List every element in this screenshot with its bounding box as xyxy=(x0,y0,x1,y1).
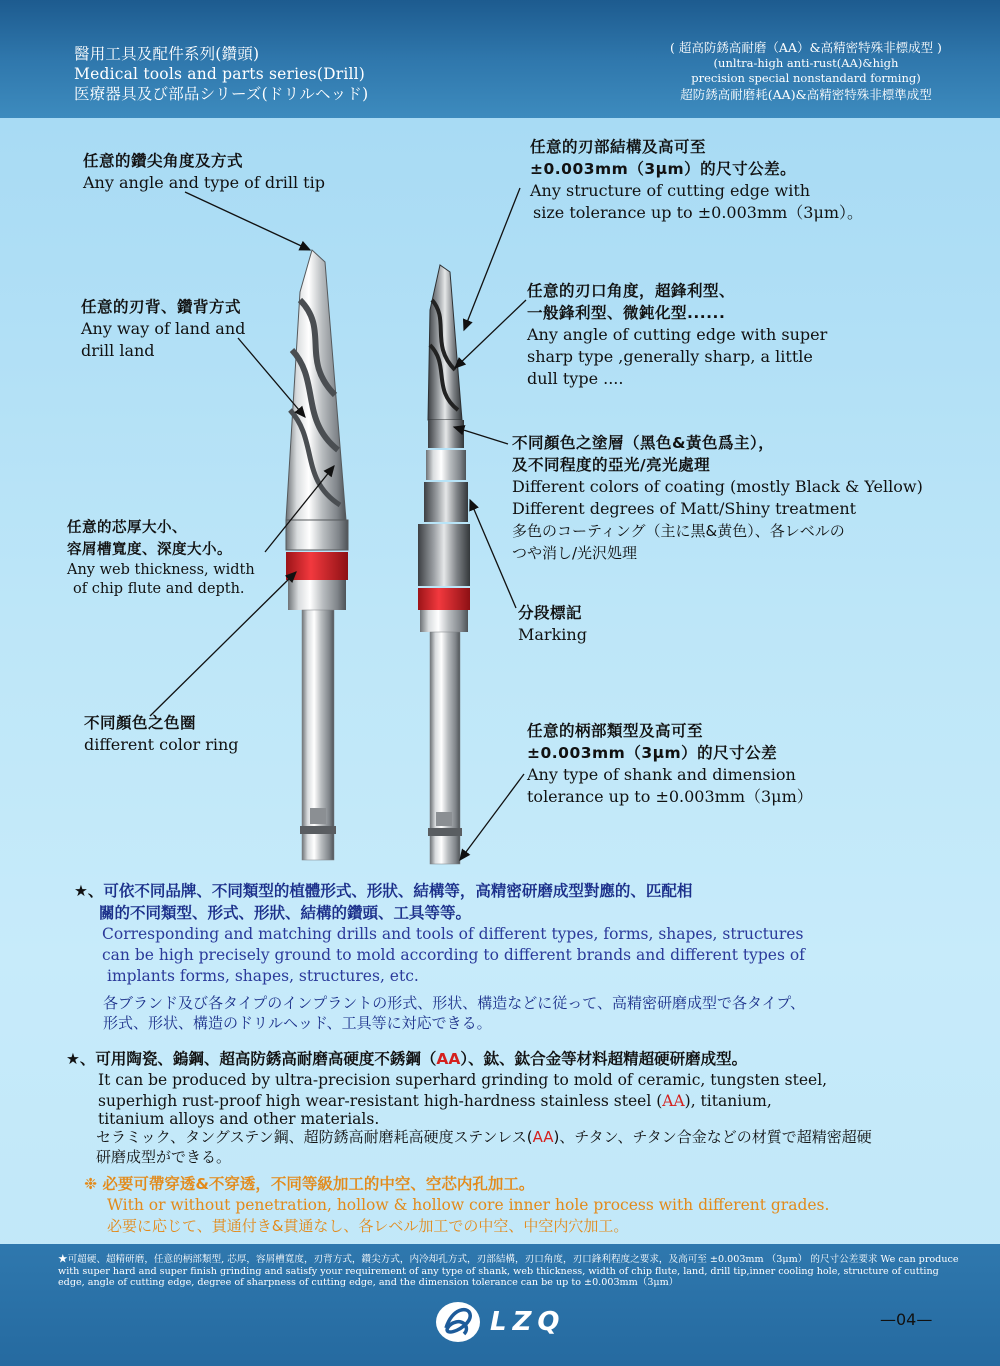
bullet-1-zh-1: 可依不同品牌、不同類型的植體形式、形狀、結構等，高精密研磨成型對應的、匹配相 xyxy=(103,882,693,900)
label-web-zh-1: 任意的芯厚大小、 xyxy=(67,520,187,536)
bullet-1-jp-1: 各ブランド及び各タイプのインプラントの形式、形状、構造などに従って、高精密研磨成型で各タイプ、 xyxy=(103,994,806,1012)
bullet-implant-matching xyxy=(74,880,954,1033)
bullet-materials xyxy=(66,1048,976,1167)
bullet-2-jp-2: 研磨成型ができる。 xyxy=(96,1148,232,1166)
bullet-2-zh-a: 可用陶瓷、鎢鋼、超高防銹高耐磨高硬度不銹鋼（ xyxy=(95,1050,437,1068)
label-coating-en-2: Different degrees of Matt/Shiny treatment xyxy=(512,499,857,518)
bullet-2-jp-1a: セラミック、タングステン鋼、超防銹高耐磨耗高硬度ステンレス( xyxy=(96,1128,533,1146)
right-drill xyxy=(418,265,470,864)
logo-wordmark: LZQ xyxy=(490,1307,566,1337)
label-land-zh: 任意的刃背、鑽背方式 xyxy=(81,298,242,316)
lzq-emblem-icon xyxy=(434,1298,484,1346)
label-drill-tip-zh: 任意的鑽尖角度及方式 xyxy=(83,152,244,170)
bullet-star: ★、 xyxy=(74,882,104,900)
label-cutting-structure-zh-1: 任意的刃部結構及高可至 xyxy=(530,138,707,156)
bullet-3-jp: 必要に応じて、貫通付き&貫通なし、各レベル加工での中空、中空内穴加工。 xyxy=(107,1217,629,1235)
bullet-2-en-3: titanium alloys and other materials. xyxy=(98,1110,380,1128)
bullet-2-jp-1b: )、チタン、チタン合金などの材質で超精密超硬 xyxy=(553,1128,872,1146)
label-coating xyxy=(512,432,923,564)
label-cutting-angle-en-1: Any angle of cutting edge with super xyxy=(527,325,828,344)
bullet-3-en: With or without penetration, hollow & hollow core inner hole process with different grades. xyxy=(107,1196,830,1214)
grade-note-line-4: 超防銹高耐磨耗(AA)&高精密特殊非標準成型 xyxy=(680,86,932,102)
label-marking xyxy=(518,602,587,646)
label-cutting-structure-en-2: size tolerance up to ±0.003mm（3μm）。 xyxy=(533,203,864,222)
label-color-ring xyxy=(84,712,239,756)
bullet-star: ★、 xyxy=(66,1050,96,1068)
label-marking-zh: 分段標記 xyxy=(518,604,583,622)
footer-band xyxy=(0,1244,1000,1366)
label-shank-en-2: tolerance up to ±0.003mm（3μm） xyxy=(527,787,813,806)
label-shank-zh-1: 任意的柄部類型及高可至 xyxy=(527,722,704,740)
label-cutting-structure-zh-2: ±0.003mm（3μm）的尺寸公差。 xyxy=(530,160,797,178)
series-title-en: Medical tools and parts series(Drill) xyxy=(74,65,366,83)
label-land-en-2: drill land xyxy=(81,341,155,360)
series-title-zh: 醫用工具及配件系列(鑽頭) xyxy=(74,45,260,63)
bullet-2-en-2b: ), titanium, xyxy=(684,1092,772,1110)
series-title-jp: 医療器具及び部品シリーズ(ドリルヘッド) xyxy=(74,85,369,103)
bullet-2-en-2a: superhigh rust-proof high wear-resistant high-hardness stainless steel ( xyxy=(98,1092,663,1110)
bullet-3-zh: ❉ 必要可帶穿透&不穿透，不同等級加工的中空、空芯内孔加工。 xyxy=(84,1175,535,1193)
footer-capabilities-text: ★可超硬、超精研磨，任意的柄部類型, 芯厚，容屑槽寬度，刃背方式，鑽尖方式，内冷却孔方式，刃部結構，刃口角度，刃口鋒利程度之要求，及高可至 ±0.003mm （3μm） 的尺寸公差要求 We can produce with super hard and super finish grinding and satisfy your requirement of any type of shank, web thickness, width of chip flute, land, drill tip,inner cooling hole, structure of cutting edge, angle of cutting edge, degree of sharpness of cutting edge, and the dimension tolerance can be up to ±0.003mm（3μm） xyxy=(58,1254,959,1288)
label-coating-zh-2: 及不同程度的亞光/亮光處理 xyxy=(512,456,711,474)
label-land xyxy=(81,296,245,362)
label-cutting-structure xyxy=(530,136,863,224)
bullet-1-zh-2: 關的不同類型、形式、形狀、結構的鑽頭、工具等等。 xyxy=(99,904,472,922)
label-drill-tip xyxy=(83,150,325,194)
label-shank-zh-2: ±0.003mm（3μm）的尺寸公差 xyxy=(527,744,778,762)
label-land-en-1: Any way of land and xyxy=(81,319,246,338)
grade-note-line-2: (unltra-high anti-rust(AA)&high xyxy=(713,55,899,70)
label-marking-en: Marking xyxy=(518,625,587,644)
aa-grade-mark: AA xyxy=(662,1092,685,1110)
aa-grade-mark: AA xyxy=(532,1128,554,1146)
label-cutting-angle-en-3: dull type .... xyxy=(527,369,624,388)
bullet-1-jp-2: 形式、形状、構造のドリルヘッド、工具等に対応できる。 xyxy=(103,1014,492,1032)
label-drill-tip-en: Any angle and type of drill tip xyxy=(83,173,325,192)
left-drill xyxy=(286,250,348,860)
grade-note-line-1: ( 超高防銹高耐磨（AA）&高精密特殊非標成型 ) xyxy=(670,40,942,55)
label-cutting-angle-en-2: sharp type ,generally sharp, a little xyxy=(527,347,813,366)
label-web-thickness xyxy=(67,517,255,599)
aa-grade-mark: AA xyxy=(436,1050,461,1068)
label-web-en-1: Any web thickness, width xyxy=(67,562,255,578)
grade-note-line-3: precision special nonstandard forming) xyxy=(691,71,921,85)
label-color-ring-zh: 不同顏色之色圈 xyxy=(84,714,197,732)
label-cutting-angle xyxy=(527,280,827,390)
label-cutting-angle-zh-2: 一般鋒利型、微鈍化型...... xyxy=(527,304,726,322)
label-shank-en-1: Any type of shank and dimension xyxy=(527,765,796,784)
bullet-1-en-2: can be high precisely ground to mold according to different brands and different types of xyxy=(102,946,805,964)
label-coating-zh-1: 不同顏色之塗層（黑色&黃色爲主）， xyxy=(512,434,775,452)
page-number: —04— xyxy=(880,1310,933,1329)
bullet-1-en-1: Corresponding and matching drills and tools of different types, forms, shapes, structures xyxy=(102,925,804,943)
label-shank xyxy=(527,720,813,808)
label-coating-jp-1: 多色のコーティング（主に黒&黄色）、各レベルの xyxy=(512,522,845,540)
bullet-2-en-1: It can be produced by ultra-precision superhard grinding to mold of ceramic, tungsten steel, xyxy=(98,1071,828,1089)
label-web-zh-2: 容屑槽寬度、深度大小。 xyxy=(67,542,232,558)
label-color-ring-en: different color ring xyxy=(84,735,239,754)
bullet-hollow-process xyxy=(84,1173,984,1236)
label-coating-jp-2: つや消し/光沢処理 xyxy=(512,544,638,562)
label-web-en-2: of chip flute and depth. xyxy=(73,581,245,597)
label-coating-en-1: Different colors of coating (mostly Black & Yellow) xyxy=(512,477,923,496)
label-cutting-structure-en-1: Any structure of cutting edge with xyxy=(530,181,811,200)
bullet-2-zh-b: ）、鈦、鈦合金等材料超精超硬研磨成型。 xyxy=(460,1050,748,1068)
lzq-logo xyxy=(434,1298,594,1346)
label-cutting-angle-zh-1: 任意的刃口角度，超鋒利型、 xyxy=(527,282,736,300)
bullet-1-en-3: implants forms, shapes, structures, etc. xyxy=(107,967,419,985)
